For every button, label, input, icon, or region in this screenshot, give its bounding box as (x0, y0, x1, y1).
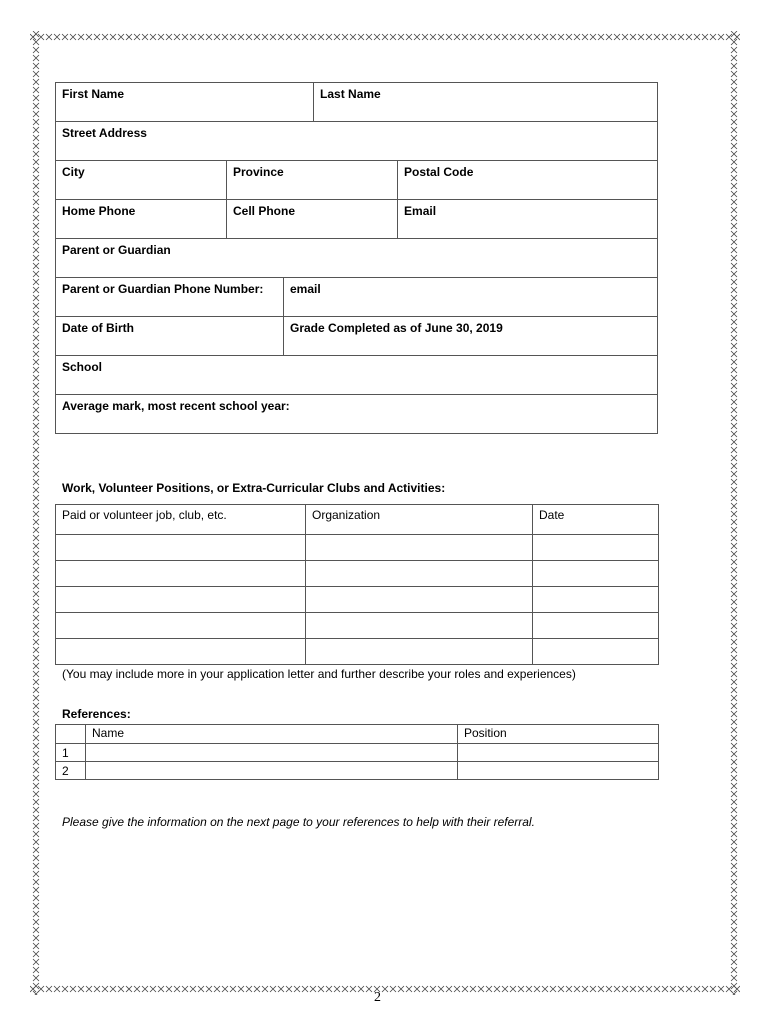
activities-col-job: Paid or volunteer job, club, etc. (56, 505, 306, 535)
city-field[interactable] (56, 161, 227, 200)
activity-job-cell[interactable] (56, 639, 306, 665)
parent-guardian-phone-field[interactable] (56, 278, 284, 317)
average-mark-label: Average mark, most recent school year: (62, 399, 290, 413)
last-name-field[interactable] (314, 83, 658, 122)
references-heading: References: (62, 707, 131, 721)
first-name-field[interactable] (56, 83, 314, 122)
parent-email-label: email (290, 282, 321, 296)
postal-code-label: Postal Code (404, 165, 474, 179)
applicant-info-table (55, 82, 658, 434)
reference-number: 1 (56, 744, 86, 762)
street-address-field[interactable] (56, 122, 658, 161)
reference-name-cell[interactable] (86, 744, 458, 762)
activities-col-organization: Organization (306, 505, 533, 535)
activities-table (55, 504, 659, 665)
postal-code-field[interactable] (398, 161, 658, 200)
table-row (56, 762, 659, 780)
activity-organization-cell[interactable] (306, 561, 533, 587)
activity-job-cell[interactable] (56, 613, 306, 639)
grade-completed-field[interactable] (284, 317, 658, 356)
activity-job-cell[interactable] (56, 587, 306, 613)
reference-position-cell[interactable] (458, 744, 659, 762)
references-col-name: Name (86, 725, 458, 744)
activity-job-cell[interactable] (56, 535, 306, 561)
table-row (56, 561, 659, 587)
footer-note: Please give the information on the next page to your references to help with their referral. (62, 815, 535, 829)
activity-organization-cell[interactable] (306, 587, 533, 613)
decorative-border-right (728, 31, 740, 995)
home-phone-label: Home Phone (62, 204, 136, 218)
reference-name-cell[interactable] (86, 762, 458, 780)
references-table (55, 724, 659, 780)
parent-email-field[interactable] (284, 278, 658, 317)
activity-organization-cell[interactable] (306, 535, 533, 561)
cell-phone-label: Cell Phone (233, 204, 296, 218)
last-name-label: Last Name (320, 87, 381, 101)
activity-date-cell[interactable] (533, 561, 659, 587)
home-phone-field[interactable] (56, 200, 227, 239)
activities-note: (You may include more in your application letter and further describe your roles and experiences) (62, 667, 576, 681)
decorative-border-left (30, 31, 42, 995)
activity-organization-cell[interactable] (306, 613, 533, 639)
decorative-border-top (30, 31, 740, 43)
activity-date-cell[interactable] (533, 535, 659, 561)
activities-heading: Work, Volunteer Positions, or Extra-Curricular Clubs and Activities: (62, 481, 446, 495)
table-row (56, 613, 659, 639)
table-row (56, 744, 659, 762)
table-row (56, 587, 659, 613)
activity-date-cell[interactable] (533, 639, 659, 665)
school-label: School (62, 360, 103, 374)
school-field[interactable] (56, 356, 658, 395)
activities-col-date: Date (533, 505, 659, 535)
street-address-label: Street Address (62, 126, 147, 140)
parent-guardian-label: Parent or Guardian (62, 243, 171, 257)
province-field[interactable] (227, 161, 398, 200)
decorative-border-bottom (30, 983, 740, 995)
activity-date-cell[interactable] (533, 613, 659, 639)
references-col-number (56, 725, 86, 744)
activity-date-cell[interactable] (533, 587, 659, 613)
date-of-birth-field[interactable] (56, 317, 284, 356)
first-name-label: First Name (62, 87, 125, 101)
province-label: Province (233, 165, 284, 179)
reference-position-cell[interactable] (458, 762, 659, 780)
parent-guardian-field[interactable] (56, 239, 658, 278)
parent-guardian-phone-label: Parent or Guardian Phone Number: (62, 282, 264, 296)
references-header-row (56, 725, 659, 744)
activity-organization-cell[interactable] (306, 639, 533, 665)
activities-header-row (56, 505, 659, 535)
cell-phone-field[interactable] (227, 200, 398, 239)
grade-completed-label: Grade Completed as of June 30, 2019 (290, 321, 503, 335)
email-field[interactable] (398, 200, 658, 239)
page-number: 2 (374, 990, 381, 1005)
email-label: Email (404, 204, 437, 218)
references-col-position: Position (458, 725, 659, 744)
average-mark-field[interactable] (56, 395, 658, 434)
city-label: City (62, 165, 85, 179)
activity-job-cell[interactable] (56, 561, 306, 587)
table-row (56, 639, 659, 665)
table-row (56, 535, 659, 561)
date-of-birth-label: Date of Birth (62, 321, 134, 335)
reference-number: 2 (56, 762, 86, 780)
